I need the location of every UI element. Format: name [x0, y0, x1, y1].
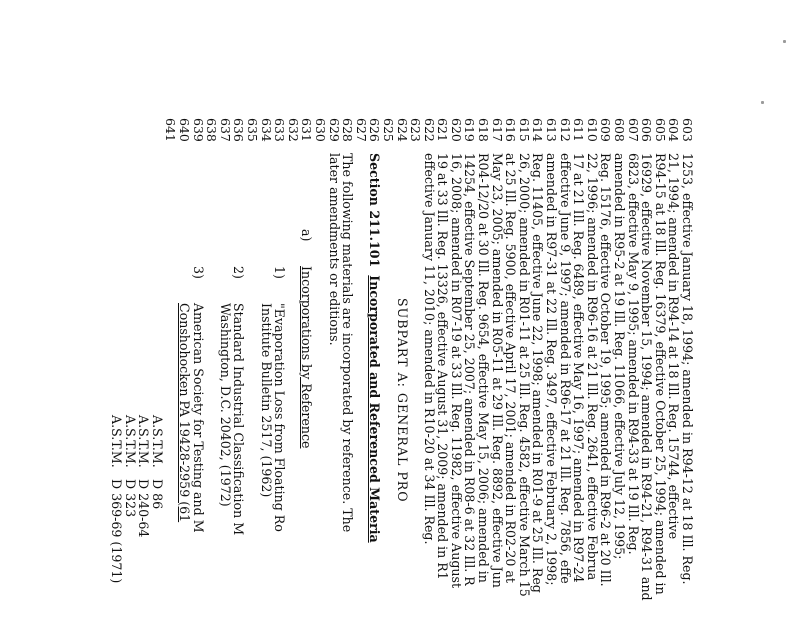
- line-number: 629: [326, 118, 342, 142]
- history-line: 26, 2000; amended in R01-11 at 25 Ill. Reg. 4582, effective March 15: [516, 153, 532, 597]
- astm-label: A.S.T.M.: [109, 415, 125, 468]
- section-title: Incorporated and Referenced Materia: [367, 275, 383, 543]
- item-a-text: Incorporations by Reference: [299, 266, 315, 449]
- line-number: 603: [680, 118, 695, 142]
- line-number: 634: [258, 118, 274, 142]
- history-note: [422, 153, 694, 618]
- line-number: 625: [380, 118, 396, 142]
- history-line: effective January 11, 2010; amended in R10-20 at 34 Ill. Reg.: [421, 153, 437, 545]
- item-1: [273, 153, 287, 618]
- spacer: [164, 153, 178, 618]
- line-number: 640: [177, 118, 193, 142]
- history-line: Reg. 15176, effective October 19, 1995; amended in R96-2 at 20 Ill.: [598, 153, 614, 587]
- line-number: 614: [530, 118, 546, 142]
- history-line: 17 at 21 Ill. Reg. 6489, effective May 16, 1997; amended in R97-24: [571, 153, 587, 583]
- line-number: 637: [217, 118, 233, 142]
- history-line: 16, 2008; amended in R07-19 at 33 Ill. Reg. 11982, effective August: [448, 153, 464, 589]
- item-1-line: "Evaporation Loss from Floating Ro: [272, 303, 288, 532]
- line-number: 618: [476, 118, 492, 142]
- line-number-column: [164, 118, 694, 140]
- history-line: effective June 9, 1997; amended in R96-17 at 21 Ill. Reg. 7856, effe: [557, 153, 573, 584]
- spacer: [205, 153, 219, 618]
- line-number: 611: [571, 118, 587, 142]
- line-number: 638: [204, 118, 220, 142]
- item-2-line: Washington, D.C. 20402, (1972): [217, 303, 233, 507]
- astm-label: A.S.T.M.: [122, 415, 138, 468]
- document-body: [109, 153, 694, 618]
- history-line: 21, 1994; amended in R94-14 at 18 Ill. Reg. 15744, effective: [666, 153, 682, 540]
- intro-line: later amendments or editions.: [326, 153, 342, 346]
- item-3-line: Conshohocken PA 19428-2959 (61: [177, 303, 193, 523]
- line-number: 617: [489, 118, 505, 142]
- history-line: R04-12/20 at 30 Ill. Reg. 9654, effective May 15, 2006; amended in: [476, 153, 492, 583]
- history-line: Reg. 11405, effective June 22, 1998; amended in R01-9 at 25 Ill. Reg: [530, 153, 546, 593]
- subpart-heading: SUBPART A: GENERAL PRO: [394, 298, 410, 503]
- history-line: R94-15 at 18 Ill. Reg. 16379, effective October 25, 1994; amended in: [652, 153, 668, 595]
- line-number: 608: [612, 118, 628, 142]
- astm-row: [137, 153, 151, 618]
- line-number: 616: [503, 118, 519, 142]
- spacer: [245, 153, 259, 618]
- line-number: 615: [516, 118, 532, 142]
- item-1-line: Institute Bulletin 2517, (1962): [258, 303, 274, 498]
- line-number: 623: [408, 118, 424, 142]
- item-2-label: 2): [231, 266, 247, 279]
- line-number: 639: [190, 118, 206, 142]
- astm-row: [109, 153, 123, 618]
- item-2-line: Standard Industrial Classification M: [231, 303, 247, 536]
- line-number: 632: [285, 118, 301, 142]
- astm-row: [123, 153, 137, 618]
- astm-ref: D 323: [122, 479, 138, 518]
- line-number: 609: [598, 118, 614, 142]
- astm-row: [150, 153, 164, 618]
- history-line: 19 at 33 Ill. Reg. 13326, effective August 31, 2009; amended in R1: [435, 153, 451, 580]
- item-2: [232, 153, 246, 618]
- line-number: 606: [639, 118, 655, 142]
- astm-list: [109, 153, 163, 618]
- item-1-label: 1): [272, 266, 288, 279]
- history-line: amended in R95-2 at 19 Ill. Reg. 11066, effective July 12, 1995;: [612, 153, 628, 560]
- item-a: [300, 153, 314, 618]
- spacer: [313, 153, 327, 618]
- line-number: 641: [163, 118, 179, 142]
- history-line: at 25 Ill. Reg. 5900, effective April 17, 2001; amended in R02-20 at: [503, 153, 519, 583]
- line-number: 620: [448, 118, 464, 142]
- history-line: May 23, 2005; amended in R05-11 at 29 Ill. Reg. 8892, effective Jun: [489, 153, 505, 588]
- line-number: 610: [584, 118, 600, 142]
- line-number: 613: [544, 118, 560, 142]
- line-number: 635: [245, 118, 260, 142]
- spacer: [381, 153, 395, 618]
- item-3-label: 3): [190, 266, 206, 279]
- history-line: 16929, effective November 15, 1994; amended in R94-21, R94-31 and: [639, 153, 655, 601]
- section-heading: [368, 153, 382, 618]
- section-number: Section 211.101: [367, 153, 383, 268]
- line-number: 627: [353, 118, 369, 142]
- line-number: 604: [666, 118, 682, 142]
- item-a-label: a): [299, 229, 315, 242]
- line-number: 619: [462, 118, 478, 142]
- line-number: 636: [231, 118, 247, 142]
- line-number: 605: [652, 118, 668, 142]
- item-3: [191, 153, 205, 618]
- line-number: 633: [272, 118, 288, 142]
- spacer: [409, 153, 423, 618]
- history-line: 1253, effective January 18, 1994; amended in R94-12 at 18 Ill. Reg.: [680, 153, 695, 585]
- spacer: [286, 153, 300, 618]
- spacer: [354, 153, 368, 618]
- intro-line: The following materials are incorporated by reference. The: [340, 153, 356, 533]
- line-number: 607: [625, 118, 641, 142]
- astm-label: A.S.T.M.: [136, 415, 152, 468]
- line-number: 630: [312, 118, 328, 142]
- history-line: amended in R97-31 at 22 Ill. Reg. 3497, effective February 2, 1998;: [544, 153, 560, 586]
- history-line: 6823, effective May 9, 1995; amended in R94-33 at 19 Ill. Reg.: [625, 153, 641, 555]
- astm-ref: D 369-69 (1971): [109, 479, 125, 584]
- line-number: 621: [435, 118, 451, 142]
- line-number: 612: [557, 118, 573, 142]
- line-number: 626: [367, 118, 383, 142]
- line-number: 628: [340, 118, 356, 142]
- line-number: 622: [421, 118, 437, 142]
- history-line: 14254, effective September 25, 2007; amended in R08-6 at 32 Ill. R: [462, 153, 478, 586]
- astm-ref: D 86: [149, 479, 165, 510]
- astm-ref: D 240-64: [136, 479, 152, 538]
- item-3-line: American Society for Testing and M: [190, 303, 206, 533]
- history-line: 22, 1996; amended in R96-16 at 21 Ill. Reg. 2641, effective Februa: [584, 153, 600, 581]
- astm-label: A.S.T.M.: [149, 415, 165, 468]
- line-number: 631: [299, 118, 315, 142]
- line-number: 624: [394, 118, 410, 142]
